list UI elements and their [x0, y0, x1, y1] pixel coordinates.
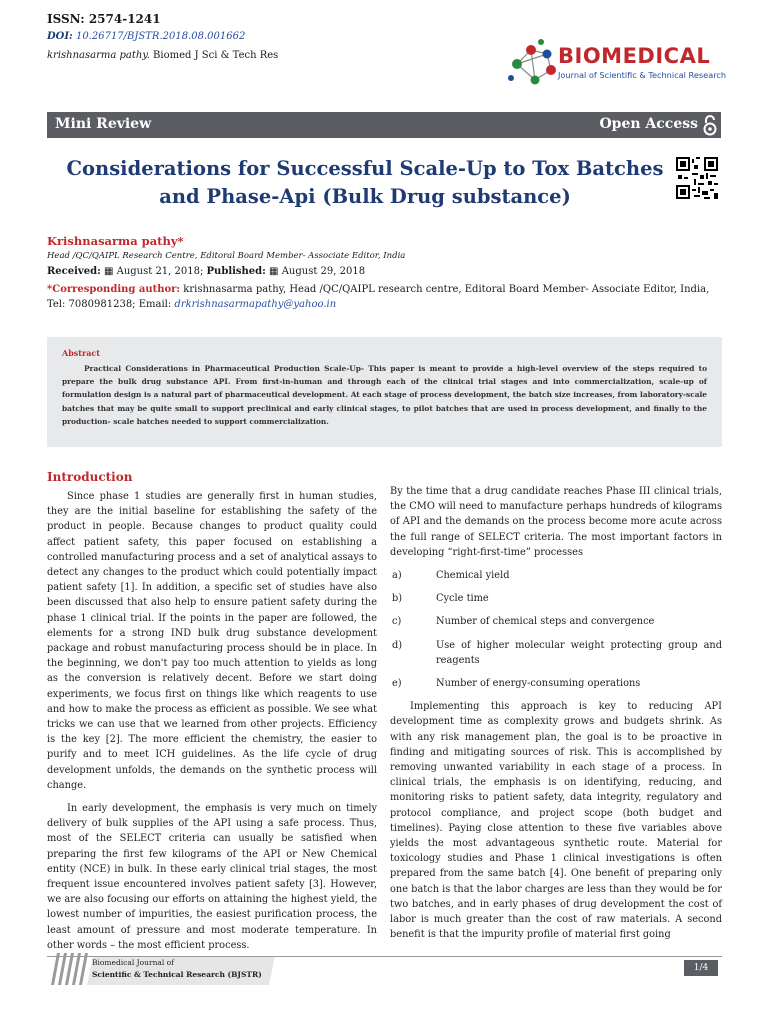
list-item: a) Chemical yield	[392, 570, 510, 582]
page-number: 1/4	[684, 960, 718, 976]
list-item: e) Number of energy-consuming operations	[392, 678, 641, 690]
article-dates	[47, 266, 365, 277]
calendar-icon: ▦	[103, 266, 114, 277]
issn: ISSN: 2574-1241	[47, 12, 161, 26]
author-affiliation: Head /QC/QAIPL Research Centre, Editoral Board Member- Associate Editor, India	[47, 251, 406, 261]
email-link[interactable]: drkrishnasarmapathy@yahoo.in	[174, 299, 337, 310]
calendar-icon: ▦	[269, 266, 279, 277]
citation-journal: Biomed J Sci & Tech Res	[153, 50, 279, 61]
received-label: Received:	[47, 266, 101, 277]
factor-list	[390, 568, 722, 691]
list-item: d) Use of higher molecular weight protecting group and reagents	[392, 639, 722, 666]
qr-code-icon	[676, 157, 718, 199]
doi	[47, 31, 245, 42]
logo-subtitle: Journal of Scientific & Technical Research	[558, 70, 727, 80]
right-column	[390, 484, 722, 950]
abstract-heading: Abstract	[62, 348, 100, 358]
footer-journal-line2: Scientific & Technical Research (BJSTR)	[92, 970, 262, 979]
list-item: c) Number of chemical steps and convergence	[392, 616, 655, 628]
paragraph: Implementing this approach is key to reducing API development time as complexity grows and budgets shrink. As with any risk management plan, the goal is to be proactive in finding and mitigating sources of risk. This is accomplished by removing unwanted variability in each stage of a process. In clinical trials, the emphasis is on identifying, reducing, and monitoring risks to patient safety, data integrity, regulatory and protocol compliance, and project scope (both budget and timelines). Paying close attention to these five variables above yields the most advantageous synthetic route. Material for toxicology studies and Phase 1 clinical investigations is often prepared from the same batch [4]. One benefit of preparing only one batch is that the labor charges are less than they would be for two batches, and in early phases of drug development the cost of labor is much greater than the cost of raw materials. A second benefit is that the impurity profile of material first going	[390, 701, 722, 941]
citation-author: krishnasarma pathy.	[47, 50, 150, 61]
citation	[47, 50, 278, 61]
article-type-label: Mini Review	[55, 116, 152, 132]
section-heading-introduction: Introduction	[47, 470, 133, 484]
doi-label: DOI:	[47, 31, 73, 42]
published-date: August 29, 2018	[281, 266, 366, 277]
corresponding-text: krishnasarma pathy, Head /QC/QAIPL research centre, Editoral Board Member- Associate Editor, India, Tel: 7080981238; Email:	[47, 284, 710, 310]
corresponding-author	[47, 282, 722, 312]
footer-journal-line1: Biomedical Journal of	[92, 958, 174, 967]
paragraph: By the time that a drug candidate reaches Phase III clinical trials, the CMO will need to manufacture perhaps hundreds of kilograms of API and the demands on the process become more acute across the full range of SELECT criteria. The most important factors in developing “right-first-time” processes	[390, 486, 722, 558]
paragraph: In early development, the emphasis is very much on timely delivery of bulk supplies of the API using a safe process. Thus, most of the SELECT criteria can usually be satisfied when preparing the first few kilograms of the API or New Chemical entity (NCE) in bulk. In these early clinical trial stages, the most frequent issue encountered involves patient safety [3]. However, we are also focusing our efforts on attaining the highest yield, the lowest number of impurities, the easiest purification process, the least amount of pressure and most moderate temperature. In other words – the most efficient process.	[47, 803, 377, 951]
open-access-icon	[702, 114, 718, 136]
left-column	[47, 489, 377, 961]
open-access-label: Open Access	[599, 116, 698, 132]
logo-wordmark: BIOMEDICAL	[558, 44, 711, 68]
received-date: August 21, 2018;	[116, 266, 204, 277]
abstract-text: Practical Considerations in Pharmaceutical Production Scale-Up- This paper is meant to provide a high-level overview of the steps required to prepare the bulk drug substance API. From first-in-human and through each of the clinical trial stages and into commercialization, scale-up of formulation design is a natural part of pharmaceutical development. At each stage of process development, the batch size increases, from laboratory-scale batches that may be quite small to support preclinical and early clinical stages, to pilot batches that are used in process development, and finally to the production- scale batches needed to support commercialization.	[62, 364, 707, 426]
footer-journal	[92, 957, 262, 981]
published-label: Published:	[206, 266, 266, 277]
doi-link[interactable]: 10.26717/BJSTR.2018.08.001662	[75, 31, 246, 42]
list-item: b) Cycle time	[392, 593, 489, 605]
paragraph: Since phase 1 studies are generally first in human studies, they are the initial baseline for establishing the safety of the product in people. Because changes to product quality could affect patient safety, this paper focused on establishing a controlled manufacturing process and a set of analytical assays to detect any changes to the product which could potentially impact patient safety [1]. In addition, a specific set of studies have also been discussed that also help to ensure patient safety during the phase 1 clinical trial. If the points in the paper are followed, the elements for a strong IND bulk drug substance development package and robust manufacturing process should be in place. In the beginning, we don't pay too much attention to yields as long as the conversion is relatively decent. Before we start doing experiments, we focus first on things like which reagents to use and how to make the process as efficient as possible. We see what tricks we can use that we learned from other projects. Efficiency is the key [2]. The more efficient the chemistry, the easier to purify and to meet ICH guidelines. As the life cycle of drug development unfolds, the demands on the synthetic process will change.	[47, 491, 377, 791]
article-title: Considerations for Successful Scale-Up to Tox Batches and Phase-Api (Bulk Drug substance)	[66, 157, 664, 208]
corresponding-label: *Corresponding author:	[47, 284, 181, 295]
author-name: Krishnasarma pathy*	[47, 234, 184, 248]
